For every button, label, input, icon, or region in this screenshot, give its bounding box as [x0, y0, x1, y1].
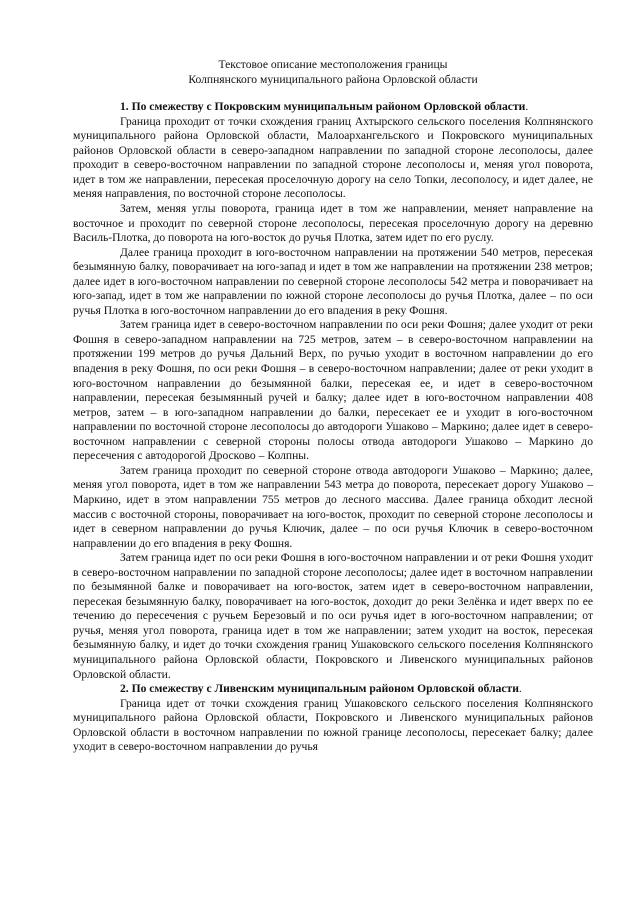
section-1-paragraph-3: Далее граница проходит в юго-восточном направлении на протяжении 540 метров, пересекая безымянную балку, поворачивает на юго-запад и идет в том же направлении на протяжении 238 метров; далее идет в юго-восточном направлении по северной стороне лесополосы 542 метра и поворачивает на юго-запад, идет в том же направлении по южной стороне лесополосы до ручья Плотка, далее – по оси ручья Плотка в юго-восточном направлении до его впадения в реку Фошня.: [73, 245, 593, 317]
document-title-line-2: Колпнянского муниципального района Орловской области: [188, 72, 478, 86]
section-1-paragraph-5: Затем граница проходит по северной стороне отвода автодороги Ушаково – Маркино; далее, меняя угол поворота, идет в том же направлении 543 метра до поворота, пересекает дорогу Ушаково – Маркино, идет в этом направлении 755 метров до лесного массива. Далее граница обходит лесной массив с восточной стороны, поворачивает на юго-восток, проходит по северной стороне лесополосы и идет в северном направлении до ручья Ключик, далее – по оси ручья Ключик в северо-восточном направлении до его впадения в реку Фошня.: [73, 463, 593, 550]
section-1-paragraph-1: Граница проходит от точки схождения границ Ахтырского сельского поселения Колпнянского муниципального района Орловской области, Малоархангельского и Покровского муниципальных районов Орловской области в северо-западном направлении по западной стороне лесополосы, далее проходит в северо-восточном направлении по западной стороне лесополосы и, меняя угол поворота, идет в том же направлении, пересекая проселочную дорогу на село Топки, лесополосу, и идет далее, не меняя направления, по восточной стороне лесополосы.: [73, 114, 593, 201]
section-1-heading: [73, 100, 593, 115]
section-1-heading-period: .: [525, 100, 529, 114]
title-spacer: [73, 87, 593, 100]
section-1-paragraph-6: Затем граница идет по оси реки Фошня в юго-восточном направлении и от реки Фошня уходит в северо-восточном направлении по западной стороне лесополосы; далее идет в восточном направлении по безымянной балке и поворачивает на юго-восток, затем идет в северо-восточном направлении, пересекая безымянную балку, поворачивает на юго-восток, доходит до реки Зелёнка и идет вверх по ее течению до пересечения с ручьем Березовый и по оси ручья идет в юго-восточном направлении; от ручья, меняя угол поворота, граница идет в том же направлении; затем уходит на восток, пересекая безымянную балку, и идет до точки схождения границ Ушаковского сельского поселения Колпнянского муниципального района Орловской области, Покровского и Ливенского муниципальных районов Орловской области.: [73, 551, 593, 681]
section-2-heading: [73, 682, 593, 697]
section-1-paragraph-2: Затем, меняя углы поворота, граница идет в том же направлении, меняет направление на восточное и проходит по северной стороне лесополосы, пересекая проселочную дорогу на деревню Василь-Плотка, до поворота на юго-восток до ручья Плотка, затем идет по его руслу.: [73, 202, 593, 245]
section-2-paragraph-1: Граница идет от точки схождения границ Ушаковского сельского поселения Колпнянского муниципального района Орловской области, Покровского и Ливенского муниципальных районов Орловской области в восточном направлении по южной границе лесополосы, пересекает балку; далее уходит в северо-восточном направлении до ручья: [73, 696, 593, 754]
document-page: [73, 58, 593, 755]
section-2-heading-period: .: [518, 682, 522, 696]
document-title-line-1: Текстовое описание местоположения границы: [218, 58, 448, 71]
section-1-paragraph-4: Затем граница идет в северо-восточном направлении по оси реки Фошня; далее уходит от реки Фошня в северо-западном направлении на 725 метров, затем – в северо-восточном направлении на протяжении 199 метров до ручья Дальний Верх, по ручью уходит в восточном направлении до его впадения в реку Фошня, по оси реки Фошня – в северо-восточном направлении; далее от реки уходит в юго-восточном направлении до безымянной балки, пересекая ее, и идет в северо-восточном направлении, пересекая безымянный ручей и балку; далее идет в юго-восточном направлении 408 метров, затем – в юго-западном направлении до балки, пересекает ее и уходит в юго-восточном направлении по восточной стороне лесополосы до автодороги Ушаково – Маркино; далее идет в северо-восточном направлении с северной стороны полосы отвода автодороги Ушаково – Маркино до пересечения с автодорогой Дросково – Колпны.: [73, 318, 593, 463]
section-2-heading-text: 2. По смежеству с Ливенским муниципальным районом Орловской области: [120, 682, 519, 696]
section-1-heading-text: 1. По смежеству с Покровским муниципальным районом Орловской области: [120, 100, 526, 114]
